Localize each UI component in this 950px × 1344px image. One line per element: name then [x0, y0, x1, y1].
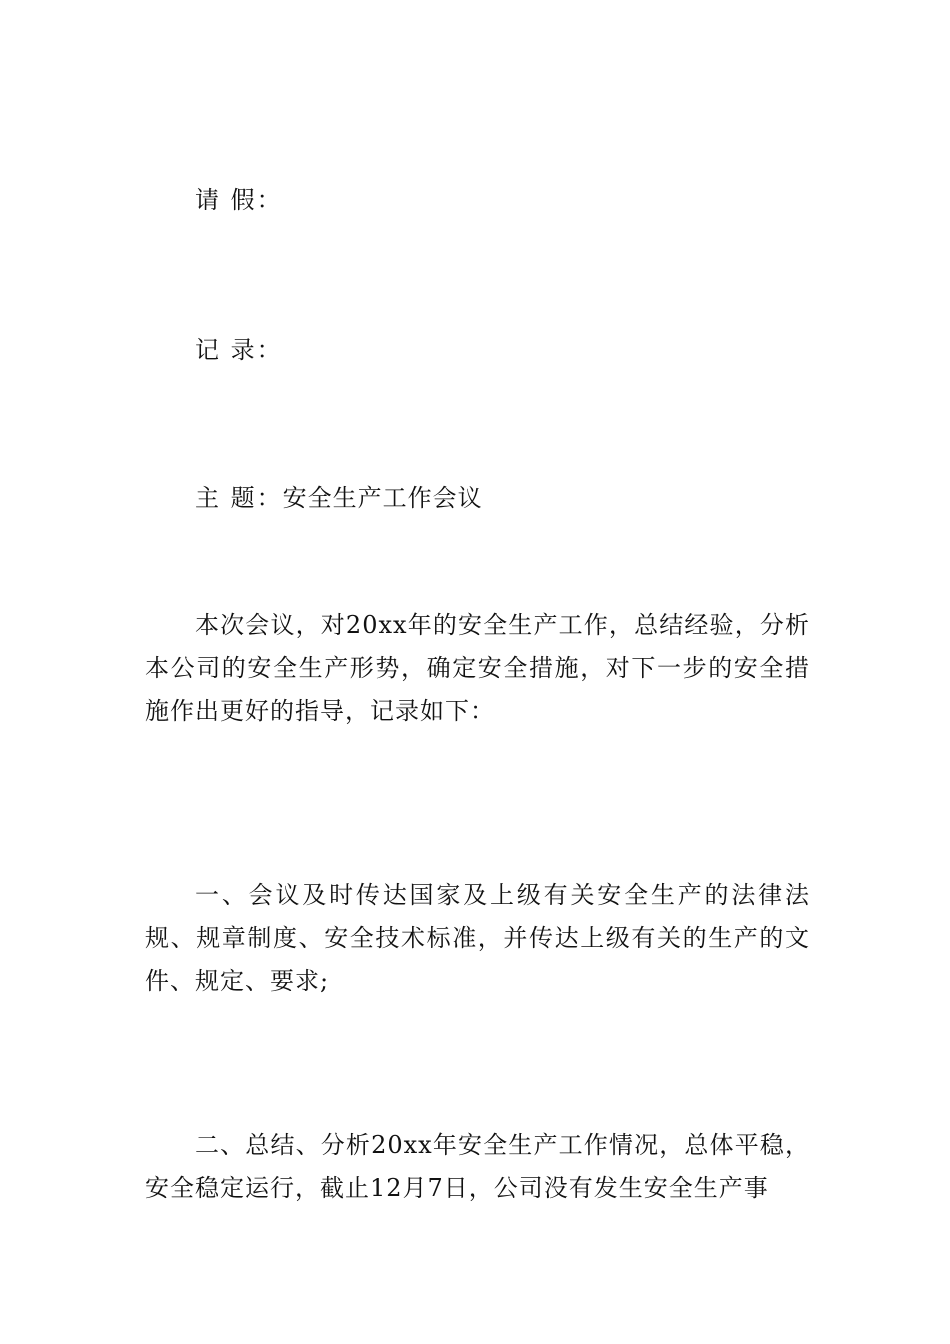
- paragraph-item-1: 一、会议及时传达国家及上级有关安全生产的法律法规、规章制度、安全技术标准，并传达上级有关的生产的文件、规定、要求;: [145, 881, 810, 995]
- subject-value: 安全生产工作会议: [282, 484, 483, 512]
- leave-label: 请 假：: [195, 186, 283, 214]
- recorder-field: [195, 335, 283, 365]
- subject-field: [195, 483, 483, 513]
- paragraph-intro: 本次会议，对20xx年的安全生产工作，总结经验，分析本公司的安全生产形势，确定安全措施，对下一步的安全措施作出更好的指导，记录如下：: [145, 611, 810, 725]
- paragraph-item-2: 二、总结、分析20xx年安全生产工作情况，总体平稳，安全稳定运行，截止12月7日，公司没有发生安全生产事: [145, 1131, 810, 1202]
- leave-field: [195, 185, 283, 215]
- subject-label: 主 题：: [195, 484, 283, 512]
- recorder-label: 记 录：: [195, 336, 283, 364]
